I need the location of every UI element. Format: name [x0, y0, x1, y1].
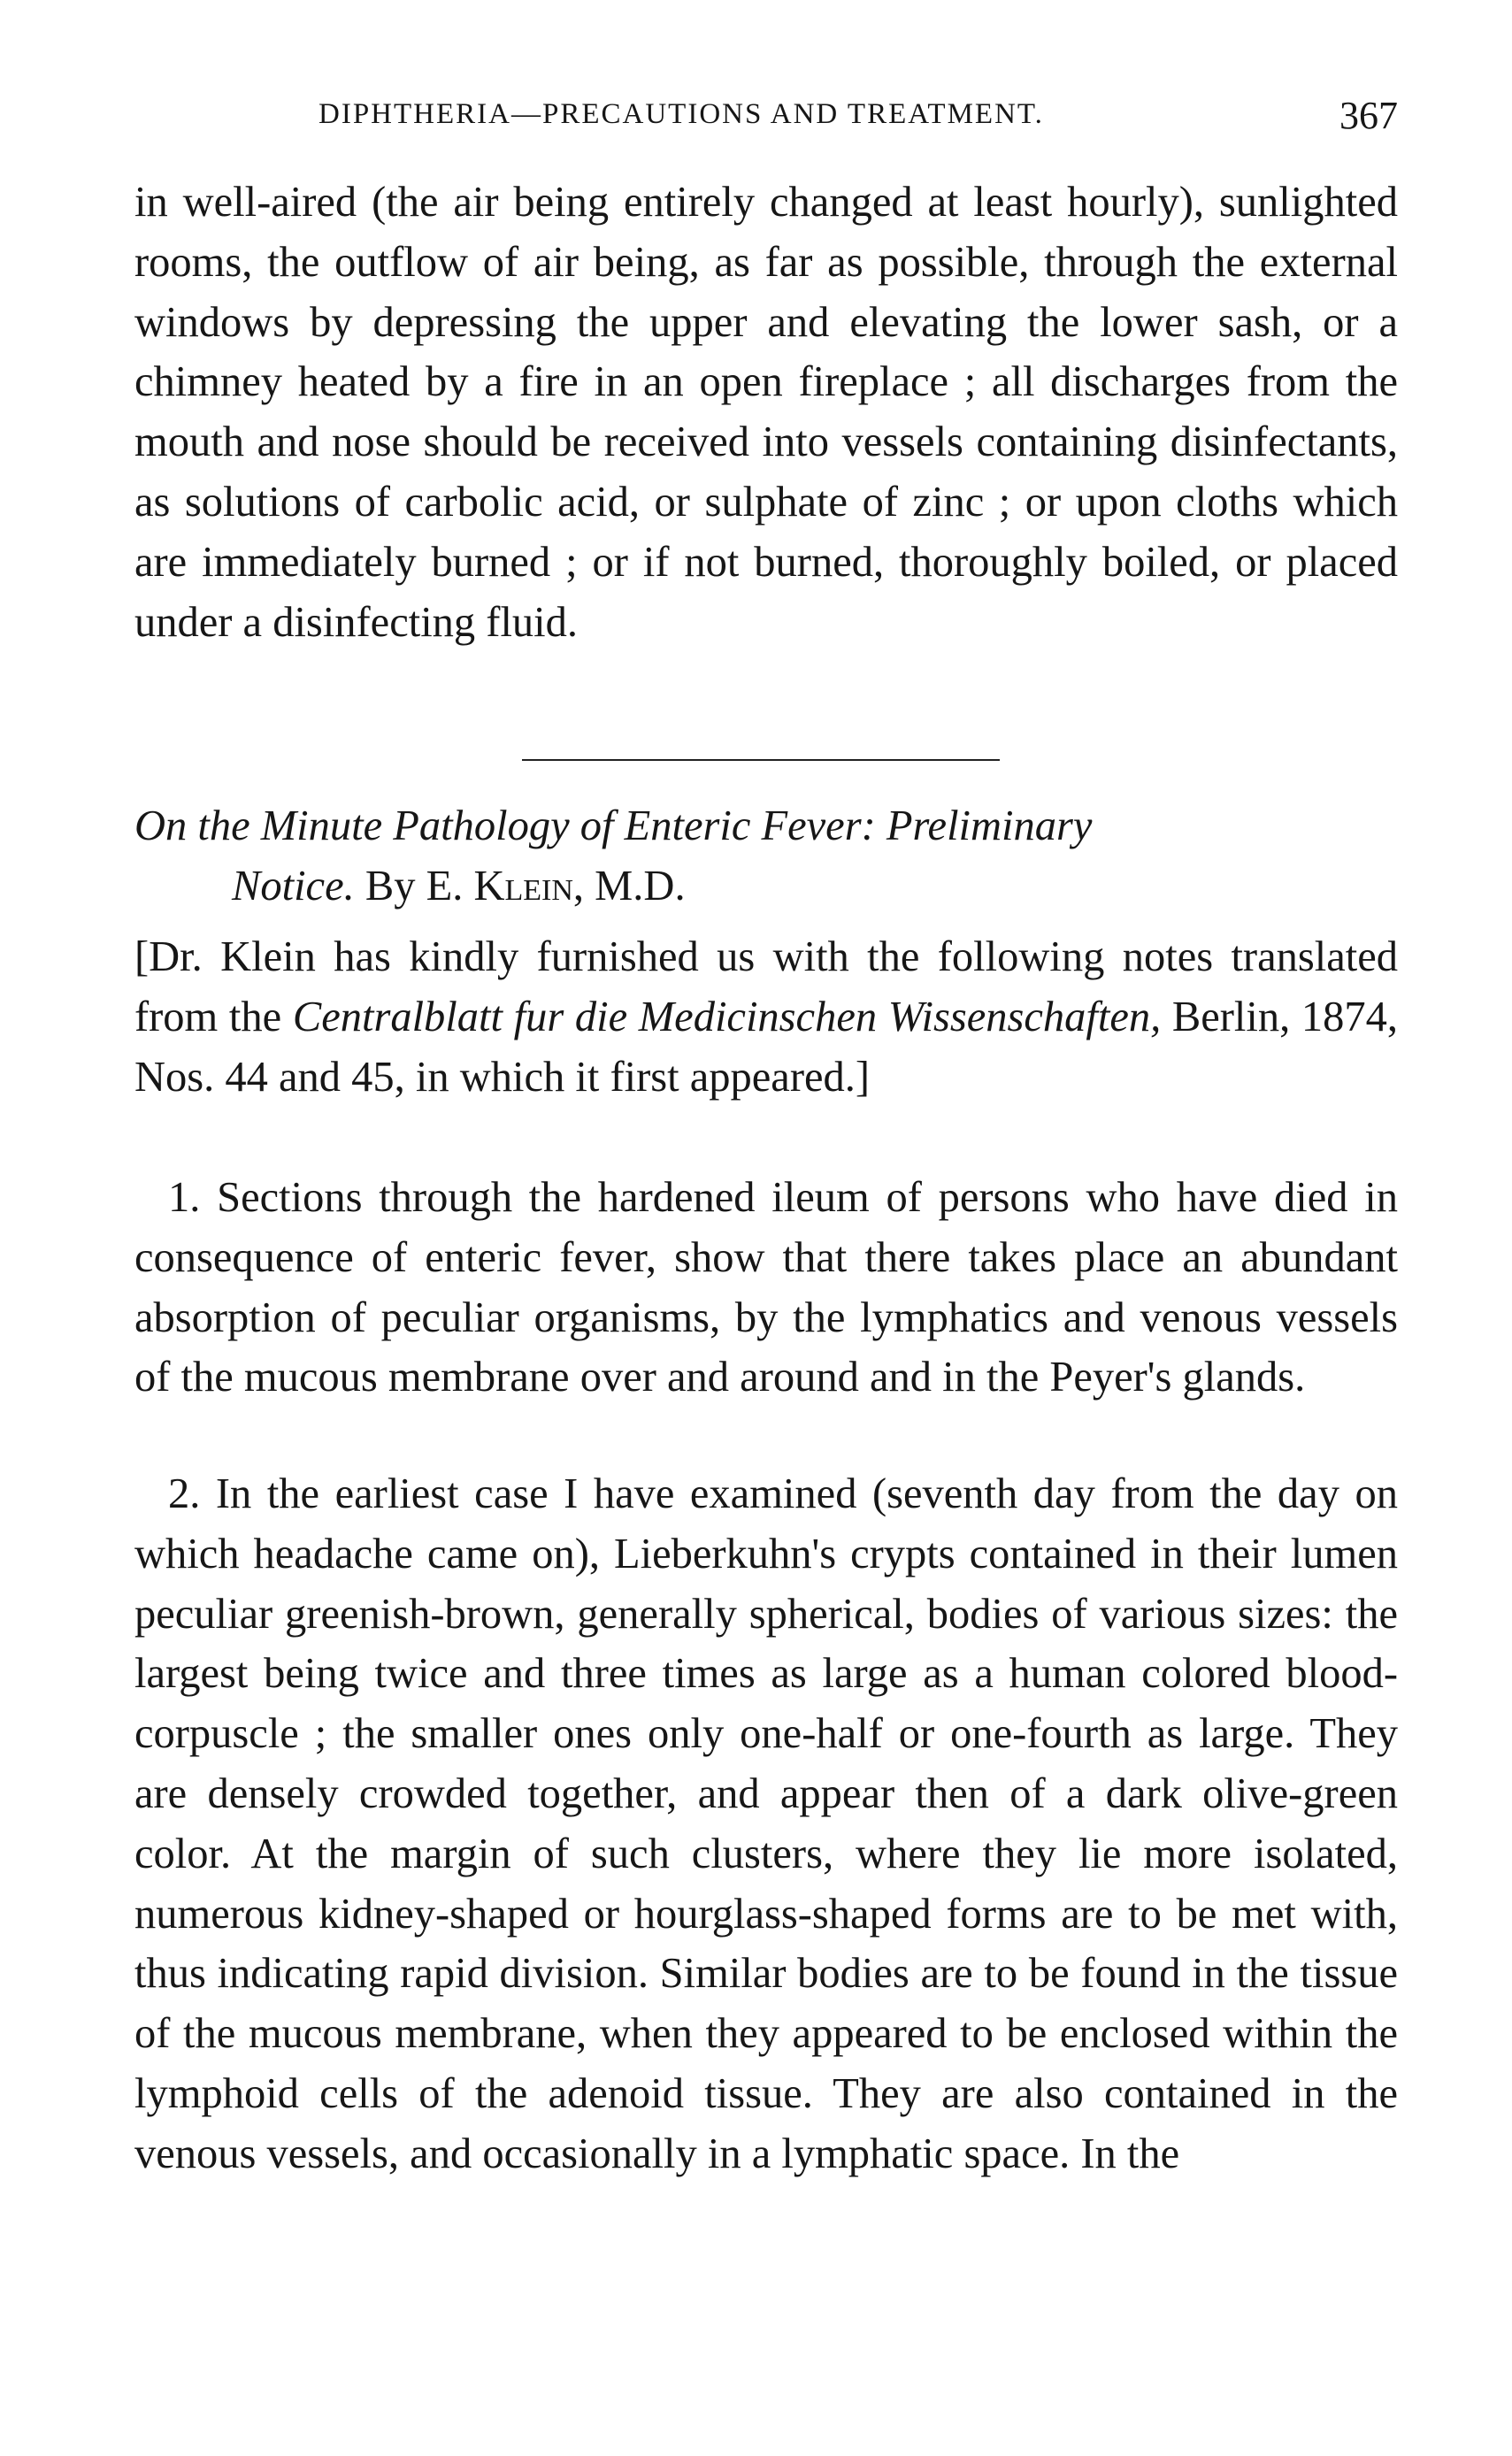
- editor-note-start: [Dr. Klein has kindly furnished us with the following notes translated from the: [134, 933, 1398, 1040]
- running-head: DIPHTHERIA—PRECAUTIONS AND TREATMENT.: [319, 98, 1044, 130]
- continuation-paragraph: in well-aired (the air being entirely changed at least hourly), sunlighted rooms, the outflow of air being, as far as possible, through the external windows by depressing the upper and elevating the lower sash, or a chimney heated by a fire in an open fireplace ; all discharges from the mouth and nose should be received into vessels containing disinfectants, as solutions of carbolic acid, or sulphate of zinc ; or upon cloths which are immediately burned ; or if not burned, thoroughly boiled, or placed under a disinfecting fluid.: [134, 179, 1398, 646]
- article-title-end: Notice.: [232, 862, 355, 909]
- page-number: 367: [1339, 94, 1398, 137]
- journal-name: Centralblatt fur die Medicinschen Wissenschaften,: [292, 993, 1162, 1040]
- section-divider: [522, 759, 1000, 761]
- editor-note: [134, 927, 1398, 1107]
- article-title: On the Minute Pathology of Enteric Fever: Preliminary: [134, 802, 1093, 849]
- author-degree: , M.D.: [572, 862, 686, 909]
- page-header: [133, 93, 1398, 146]
- editor-note-end: Berlin, 1874, Nos. 44 and 45, in which it first appeared.]: [134, 993, 1399, 1101]
- numbered-paragraph-1: 1. Sections through the hardened ileum of persons who have died in consequence of enteric fever, show that there takes place an abundant absorption of peculiar organisms, by the lymphatics and venous vessels of the mucous membrane over and around and in the Peyer's glands.: [134, 1174, 1398, 1401]
- numbered-paragraph-2: 2. In the earliest case I have examined (seventh day from the day on which headache came on), Lieberkuhn's crypts contained in their lumen peculiar greenish-brown, generally spherical, bodies of various sizes: the largest being twice and three times as large as a human colored blood-corpuscle ; the smaller ones only one-half or one-fourth as large. They are densely crowded together, and appear then of a dark olive-green color. At the margin of such clusters, where they lie more isolated, numerous kidney-shaped or hourglass-shaped forms are to be met with, thus indicating rapid division. Similar bodies are to be found in the tissue of the mucous membrane, when they appeared to be enclosed within the lymphoid cells of the adenoid tissue. They are also contained in the venous vessels, and occasionally in a lymphatic space. In the: [134, 1470, 1398, 2177]
- byline-by: By E.: [365, 862, 464, 909]
- article-title-line2: [134, 856, 1398, 917]
- author-name: Klein: [473, 862, 573, 909]
- article-heading: [134, 796, 1398, 917]
